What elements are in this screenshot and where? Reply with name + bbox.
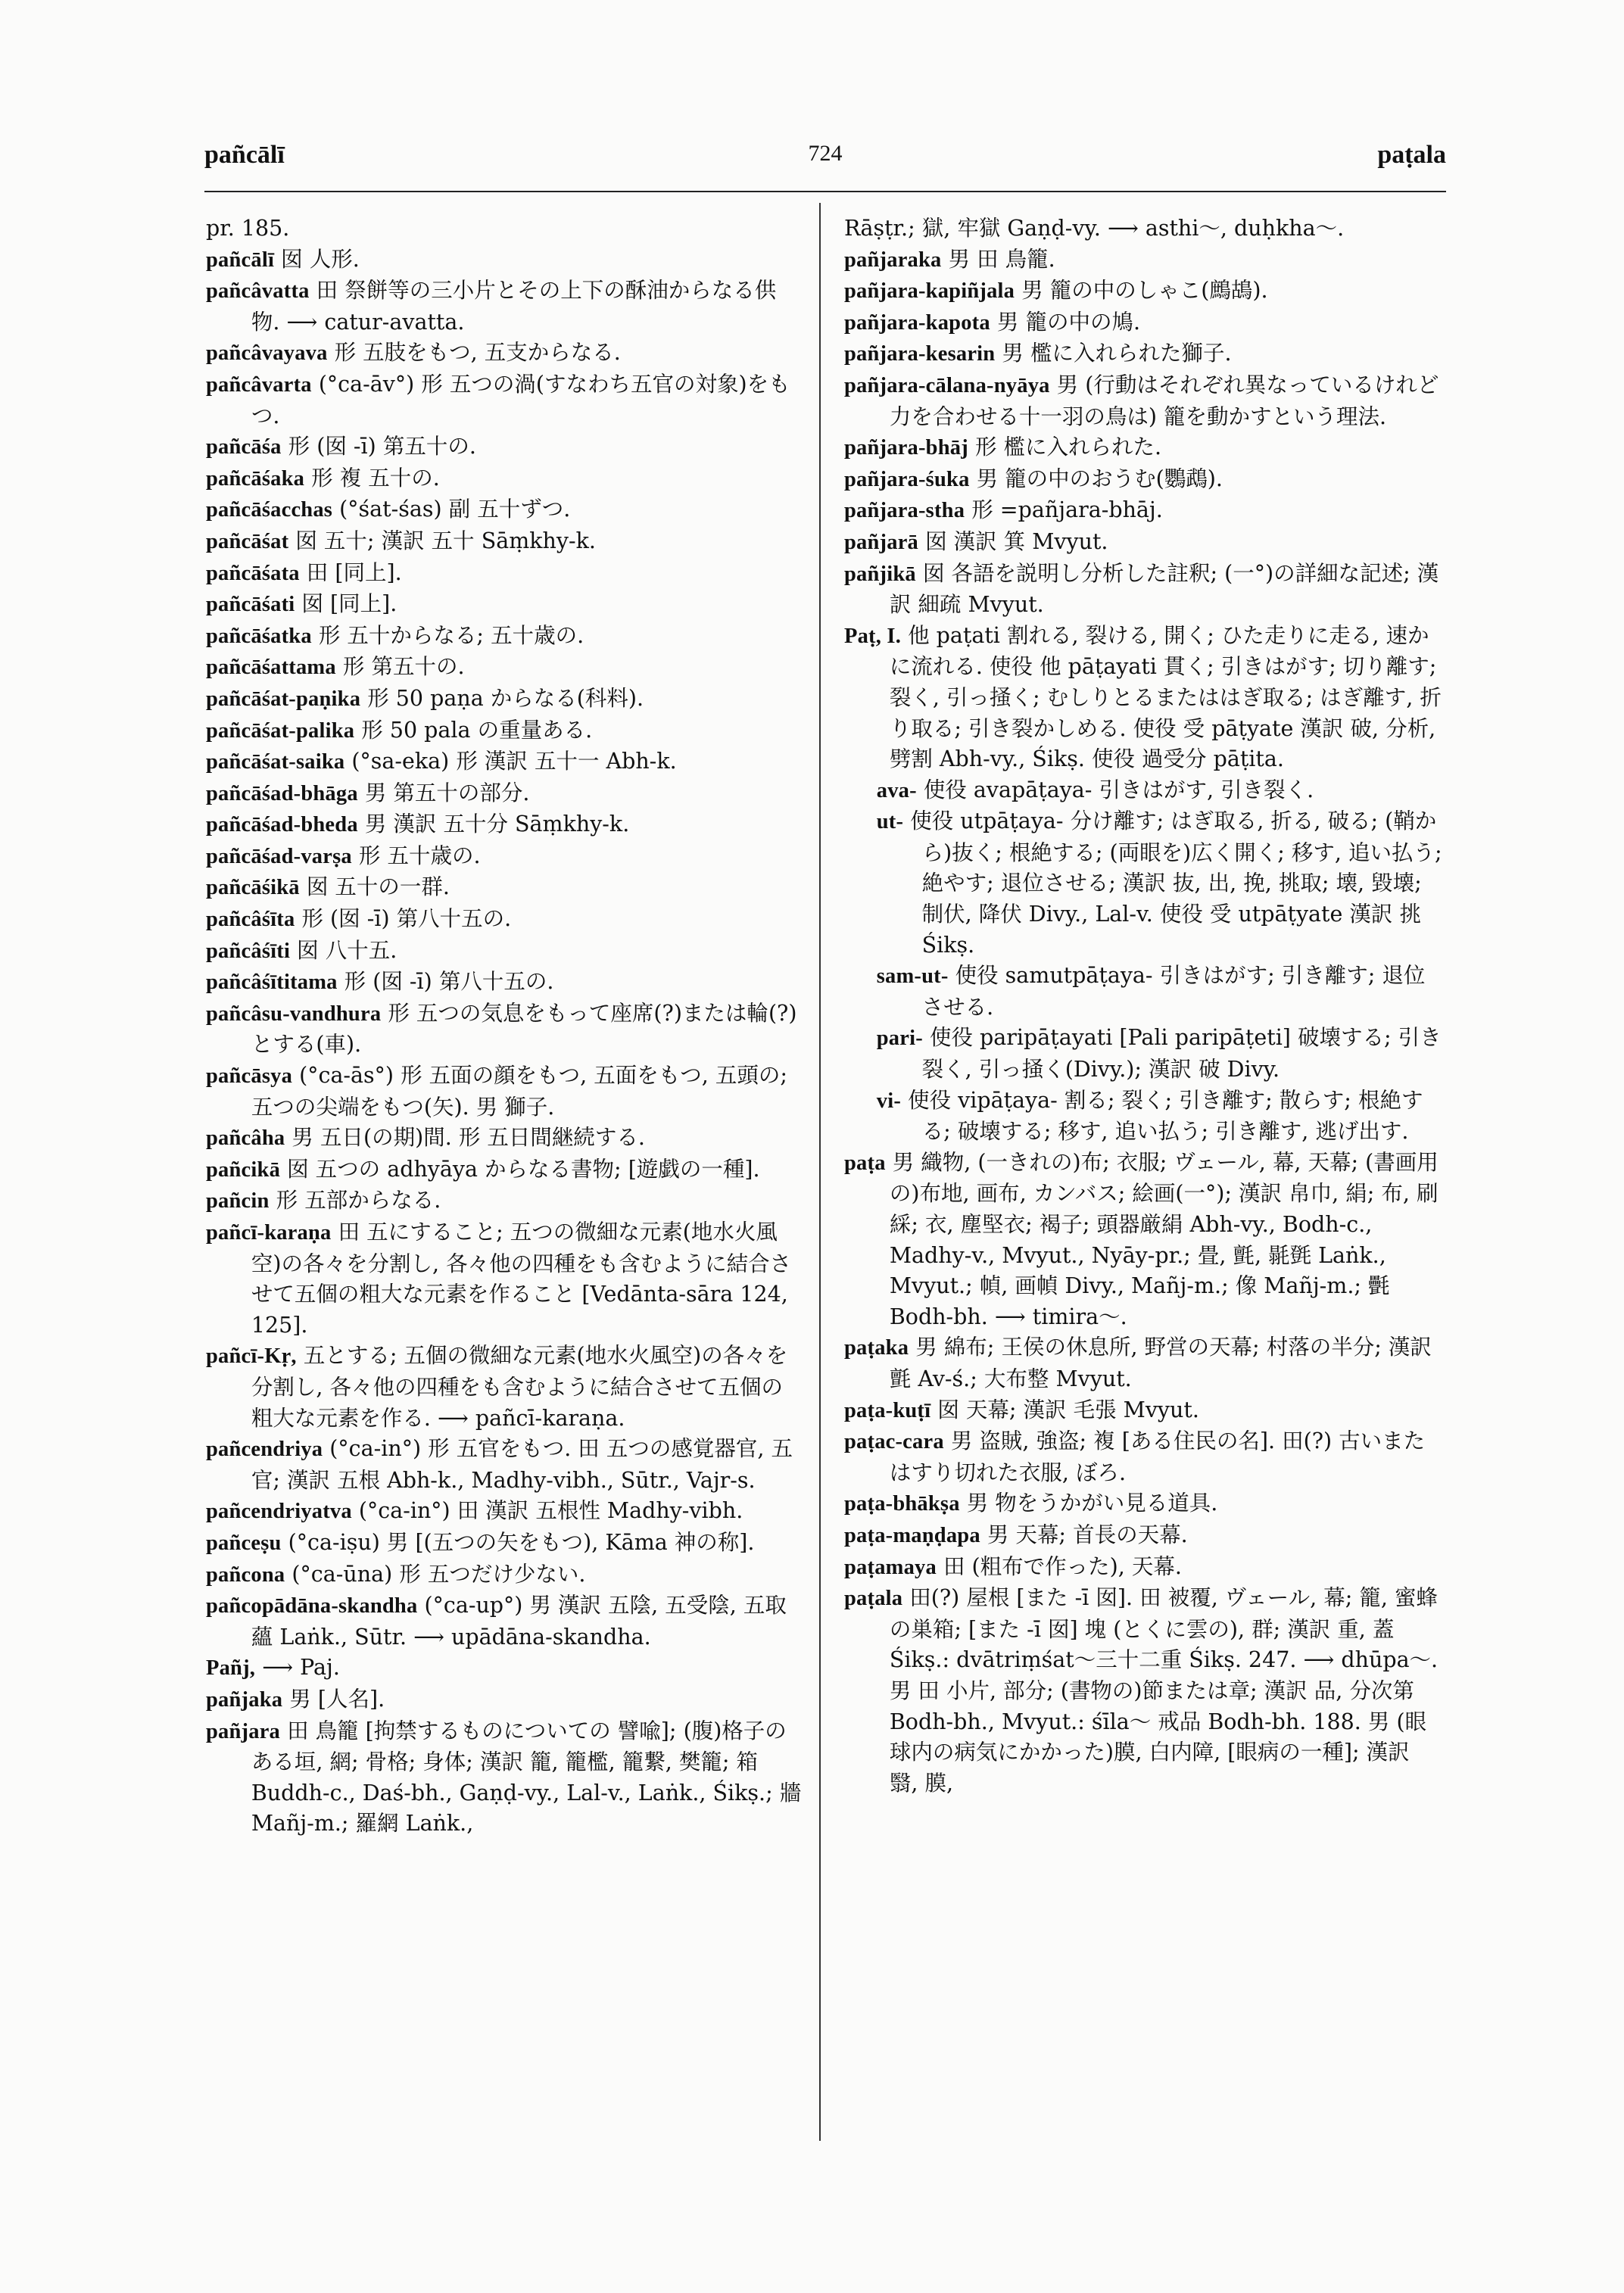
entry-headword: pañcāśat-paṇika [206,687,361,711]
dictionary-entry [844,1552,1442,1584]
entry-definition: 囡 天幕; 漢訳 毛張 Mvyut. [937,1397,1199,1422]
dictionary-entry [844,775,1442,807]
entry-headword: pañjara-kapiñjala [844,279,1015,304]
entry-headword: pañjaka [206,1687,283,1712]
dictionary-entry [206,213,804,245]
dictionary-entry [844,1488,1442,1520]
entry-headword: paṭaka [844,1336,909,1360]
entry-definition: 形 50 pala の重量ある. [361,717,593,743]
dictionary-entry [844,559,1442,621]
entry-definition: 男 天幕; 首長の天幕. [987,1522,1188,1547]
dictionary-entry [206,1061,804,1123]
dictionary-entry [844,338,1442,370]
entry-headword: pañjara-kesarin [844,342,996,366]
dictionary-entry [206,431,804,463]
entry-definition: 男 籠の中のしゃこ(鷓鴣). [1021,278,1268,304]
entry-definition: 形 五十歳の. [358,843,481,868]
entry-headword: pañjikā [844,562,916,586]
entry-headword: pañcī-Kṛ, [206,1344,297,1369]
dictionary-entry [206,1154,804,1186]
entry-headword: pañcopādāna-skandha [206,1594,418,1618]
entry-definition: 形 五十からなる; 五十歳の. [318,622,584,648]
entry-headword: pañcāśattama [206,656,336,680]
entry-headword: paṭa-bhākṣa [844,1492,960,1516]
dictionary-entry [206,1684,804,1716]
entry-definition: 形 第五十の. [342,654,465,680]
running-head-right: paṭala [1377,141,1446,169]
entry-headword: pañcāśaka [206,466,305,491]
entry-definition: 男 籠の中の鳩. [996,309,1141,335]
entry-definition: (°śat-śas) 副 五十ずつ. [339,497,571,522]
dictionary-entry [206,494,804,526]
entry-headword: pañcâvayava [206,341,328,366]
entry-headword: sam-ut- [876,964,949,989]
entry-definition: (°sa-eka) 形 漢訳 五十一 Abh-k. [351,749,677,774]
entry-headword: pañcâvarta [206,372,312,397]
entry-definition: 田 祭餅等の三小片とその上下の酥油からなる供物. ⟶ catur-avatta. [251,278,777,335]
entry-headword: pañcāsya [206,1064,293,1089]
entry-definition: 形 五部からなる. [276,1188,441,1213]
dictionary-entry [844,1332,1442,1394]
dictionary-entry [206,684,804,715]
entry-definition: 男 田 鳥籠. [948,246,1055,272]
entry-headword: pañcāśat-palika [206,718,355,743]
dictionary-entry [206,715,804,747]
entry-definition: 囡 各語を説明し分析した註釈; (一°)の詳細な記述; 漢訳 細疏 Mvyut. [889,560,1439,618]
entry-headword: pañcāśad-bheda [206,813,358,837]
left-column [206,213,804,1840]
entry-definition: 形 (囡 -ī) 第五十の. [288,434,476,460]
entry-headword: pañjara-cālana-nyāya [844,373,1050,397]
dictionary-entry [844,527,1442,559]
entry-definition: 形 五つの気息をもって座席(?)または輪(?)とする(車). [251,1000,797,1058]
dictionary-entry [206,967,804,999]
page-number: 724 [808,141,843,166]
running-head-left: pañcālī [204,141,285,169]
entry-definition: 田 [同上]. [306,559,402,585]
entry-definition: 囡 人形. [281,246,360,272]
entry-headword: pañcāśikā [206,876,300,900]
entry-headword: pañcāśat [206,529,289,553]
entry-headword: pañcâsu-vandhura [206,1002,382,1026]
dictionary-entry [206,999,804,1061]
dictionary-entry [844,1395,1442,1427]
entry-definition: 男 五日(の期)間. 形 五日間継続する. [291,1125,645,1151]
dictionary-entry [206,872,804,904]
dictionary-entry [844,806,1442,961]
dictionary-entry [206,652,804,684]
dictionary-entry [844,1023,1442,1085]
entry-definition: 使役 avapāṭaya- 引きはがす, 引き裂く. [923,777,1314,802]
entry-definition: ⟶ Paj. [262,1655,340,1681]
entry-headword: paṭa-maṇḍapa [844,1523,980,1547]
entry-headword: pañjara-bhāj [844,436,968,460]
entry-headword: pañjara-kapota [844,310,990,335]
entry-headword: paṭala [844,1587,903,1611]
entry-definition: 男 [人名]. [289,1686,385,1712]
entry-headword: pañcendriya [206,1438,323,1462]
dictionary-entry [844,370,1442,432]
entry-definition: 形 檻に入れられた. [975,435,1162,460]
entry-headword: pañcāśa [206,435,282,460]
entry-headword: pañjarā [844,530,918,554]
entry-headword: pañjaraka [844,248,942,272]
entry-definition: 使役 paripāṭayati [Pali paripāṭeti] 破壊する; 引き裂く, 引っ掻く(Divy.); 漢訳 破 Divy. [921,1025,1442,1083]
dictionary-entry [206,338,804,369]
entry-definition: 五とする; 五個の微細な元素(地水火風空)の各々を分割し, 各々他の四種をも含むように結合させて五個の粗大な元素を作る. ⟶ pañcī-karaṇa. [251,1343,788,1431]
dictionary-entry [206,1559,804,1591]
entry-headword: paṭac-cara [844,1430,944,1454]
entry-headword: pañcâśīti [206,939,291,963]
dictionary-entry [206,589,804,621]
dictionary-entry [844,307,1442,339]
entry-headword: pañjara-stha [844,499,965,523]
entry-definition: 男 第五十の部分. [364,780,530,805]
entry-definition: (°ca-ūna) 形 五つだけ少ない. [291,1561,586,1587]
entry-headword: pañcâśīta [206,908,295,932]
entry-headword: pañcona [206,1562,285,1587]
entry-definition: 男 籠の中のおうむ(鸚鵡). [976,466,1223,491]
entry-headword: pari- [876,1027,923,1051]
entry-headword: paṭamaya [844,1555,937,1579]
dictionary-entry [844,213,1442,245]
entry-definition: 囡 漢訳 箕 Mvyut. [925,528,1108,554]
entry-headword: vi- [876,1089,902,1113]
entry-definition: 男 (行動はそれぞれ異なっているけれど力を合わせる十一羽の鳥は) 籠を動かすという理法. [889,372,1439,429]
entry-definition: (°ca-ās°) 形 五面の顔をもつ, 五面をもつ, 五頭の; 五つの尖端をもつ(矢). 男 獅子. [251,1063,788,1120]
dictionary-entry [206,746,804,778]
entry-definition: 囡 五十; 漢訳 五十 Sāṃkhy-k. [295,528,596,553]
entry-definition: (°ca-in°) 形 五官をもつ. 田 五つの感覚器官, 五官; 漢訳 五根 Abh-k., Madhy-vibh., Sūtr., Vajr-s. [251,1436,793,1493]
dictionary-entry [206,558,804,590]
entry-headword: pañcâvatta [206,279,310,304]
entry-definition: 男 物をうかがい見る道具. [966,1491,1218,1516]
entry-headword: pañcin [206,1189,270,1213]
dictionary-entry [844,621,1442,775]
entry-definition: (°ca-in°) 田 漢訳 五根性 Madhy-vibh. [358,1498,743,1524]
entry-definition: 囡 五十の一群. [306,874,450,900]
dictionary-entry [206,463,804,495]
dictionary-entry [206,936,804,967]
entry-headword: pañcāśad-varṣa [206,844,352,868]
entry-headword: pañcāśati [206,593,295,617]
dictionary-entry [206,1185,804,1217]
entry-headword: pañcāśacchas [206,498,333,522]
entry-definition: 囡 八十五. [297,937,397,963]
entry-headword: pañceṣu [206,1531,282,1555]
dictionary-entry [206,1653,804,1684]
dictionary-entry [206,526,804,558]
right-column [844,213,1442,1799]
entry-definition: 田(?) 屋根 [また -ī 囡]. 田 被覆, ヴェール, 幕; 籠, 蜜蜂の巣箱; [また -ī 囡] 塊 (とくに雲の), 群; 漢訳 重, 蓋 Śikṣ.: dvātriṃśat〜三十二重 Śikṣ. 247. ⟶ dhūpa〜. 男 田 小片, 部分; (書物の)節または章; 漢訳 品, 分次第 Bodh-bh., Mvyut.: śīla〜 戒品 Bodh-bh. 188. 男 (眼球内の病気にかかった)膜, 白内障, [眼病の一種]; 漢訳 翳, 膜, [889,1585,1439,1796]
entry-headword: pañcāśata [206,561,300,585]
dictionary-entry [206,369,804,431]
dictionary-entry [844,464,1442,496]
dictionary-entry [206,276,804,338]
dictionary-entry [206,1217,804,1341]
dictionary-entry [206,1590,804,1653]
dictionary-entry [206,1123,804,1154]
entry-definition: 形 複 五十の. [311,465,440,491]
entry-headword: ut- [876,810,904,834]
entry-headword: pañjara-śuka [844,467,970,491]
entry-definition: 形 =pañjara-bhāj. [971,497,1163,523]
entry-definition: (°ca-up°) 男 漢訳 五陰, 五受陰, 五取蘊 Laṅk., Sūtr. ⟶ upādāna-skandha. [251,1593,787,1650]
entry-definition: 使役 vipāṭaya- 割る; 裂く; 引き離す; 散らす; 根絶する; 破壊する; 移す, 追い払う; 引き離す, 逃げ出す. [908,1087,1423,1145]
dictionary-entry [844,276,1442,307]
dictionary-entry [206,904,804,936]
entry-headword: pañcâha [206,1126,285,1151]
dictionary-entry [206,1528,804,1559]
entry-definition: 使役 utpāṭaya- 分け離す; はぎ取る, 折る, 破る; (鞘から)抜く; 根絶する; (両眼を)広く開く; 移す, 追い払う; 絶やす; 退位させる; 漢訳 抜, 出, 挽, 挑取; 壊, 毀壊; 制伏, 降伏 Divy., Lal-v. 使役 受 utpāṭyate 漢訳 挑 Śikṣ. [910,808,1442,958]
column-divider [819,203,821,2141]
entry-definition: Rāṣṭr.; 獄, 牢獄 Gaṇḍ-vy. ⟶ asthi〜, duḥkha〜. [844,216,1345,241]
entry-headword: paṭa [844,1151,886,1175]
dictionary-entry [844,1426,1442,1488]
dictionary-entry [844,432,1442,464]
entry-definition: 田 (粗布で作った), 天幕. [943,1553,1182,1579]
entry-definition: 田 鳥籠 [拘禁するものについての 譬喩]; (腹)格子のある垣, 網; 骨格; 身体; 漢訳 籠, 籠檻, 籠繋, 樊籠; 箱 Buddh-c., Daś-bh., Gaṇḍ-vy., Lal-v., Laṅk., Śikṣ.; 牆 Mañj-m.; 羅網 Laṅk., [251,1718,802,1837]
entry-headword: ava- [876,778,917,802]
dictionary-entry [206,1716,804,1840]
entry-definition: 使役 samutpāṭaya- 引きはがす; 引き離す; 退位させる. [921,963,1426,1020]
entry-definition: 囡 五つの adhyāya からなる書物; [遊戯の一種]. [287,1156,760,1182]
entry-headword: pañcāśad-bhāga [206,781,358,805]
dictionary-entry [206,621,804,653]
entry-headword: pañcikā [206,1157,281,1182]
dictionary-entry [206,809,804,841]
entry-headword: pañcī-karaṇa [206,1221,332,1245]
dictionary-entry [206,1341,804,1434]
entry-headword: paṭa-kuṭī [844,1398,931,1422]
entry-definition: pr. 185. [206,216,290,241]
entry-headword: pañcālī [206,248,275,272]
dictionary-entry [844,1086,1442,1148]
dictionary-entry [206,841,804,873]
dictionary-entry [844,245,1442,276]
dictionary-entry [206,245,804,276]
entry-headword: Pañj, [206,1656,256,1681]
entry-definition: 形 (囡 -ī) 第八十五の. [344,969,554,995]
entry-definition: 形 (囡 -ī) 第八十五の. [301,906,512,932]
dictionary-entry [844,1583,1442,1799]
entry-definition: 男 盗賊, 強盗; 複 [ある住民の名]. 田(?) 古いまたはすり切れた衣服, ぼろ. [889,1428,1426,1485]
dictionary-entry [844,1148,1442,1333]
header-rule [204,191,1446,192]
dictionary-entry [206,1434,804,1496]
running-head [204,141,1446,186]
entry-headword: Paṭ, I. [844,624,902,648]
entry-definition: (°ca-āv°) 形 五つの渦(すなわち五官の対象)をもつ. [251,371,790,428]
entry-definition: 囡 [同上]. [301,591,397,617]
dictionary-entry [844,495,1442,527]
entry-definition: 男 織物, (一きれの)布; 衣服; ヴェール, 幕, 天幕; (書画用の)布地, 画布, カンバス; 絵画(一°); 漢訳 帛巾, 絹; 布, 刷綵; 衣, 塵堅衣; 褐子; 頭器厳絹 Abh-vy., Bodh-c., Madhy-v., Mvyut., Nyāy-pr.; 畳, 氈, 毾㲪 Laṅk., Mvyut.; 幀, 画幀 Divy., Mañj-m.; 像 Mañj-m.; 㲲 Bodh-bh. ⟶ timira〜. [889,1149,1439,1329]
entry-definition: 男 綿布; 王侯の休息所, 野営の天幕; 村落の半分; 漢訳 氈 Av-ś.; 大布整 Mvyut. [889,1335,1432,1391]
entry-definition: 男 漢訳 五十分 Sāṃkhy-k. [364,812,630,837]
entry-headword: pañjara [206,1719,280,1743]
entry-definition: 男 檻に入れられた獅子. [1002,341,1232,366]
entry-headword: pañcendriyatva [206,1500,352,1524]
dictionary-entry [844,961,1442,1023]
dictionary-entry [206,778,804,810]
entry-headword: pañcāśat-saika [206,750,345,774]
entry-definition: 形 50 paṇa からなる(科料). [367,685,644,711]
entry-definition: 他 paṭati 割れる, 裂ける, 開く; ひた走りに走る, 速かに流れる. 使役 他 pāṭayati 貫く; 引きはがす; 切り離す; 裂く, 引っ掻く; むしりとるまたははぎ取る; はぎ離す, 折り取る; 引き裂かしめる. 使役 受 pāṭyate 漢訳 破, 分析, 劈割 Abh-vy., Śikṣ. 使役 過受分 pāṭita. [889,622,1442,772]
entry-headword: pañcāśatka [206,624,312,648]
dictionary-entry [844,1520,1442,1552]
entry-definition: 形 五肢をもつ, 五支からなる. [334,340,621,366]
entry-definition: 田 五にすること; 五つの微細な元素(地水火風空)の各々を分割し, 各々他の四種をも含むように結合させて五個の粗大な元素を作ること [Vedānta-sāra 124, 125]. [251,1220,792,1338]
entry-headword: pañcâśītitama [206,970,338,995]
entry-definition: (°ca-iṣu) 男 [(五つの矢をもつ), Kāma 神の称]. [288,1529,755,1555]
dictionary-entry [206,1496,804,1528]
